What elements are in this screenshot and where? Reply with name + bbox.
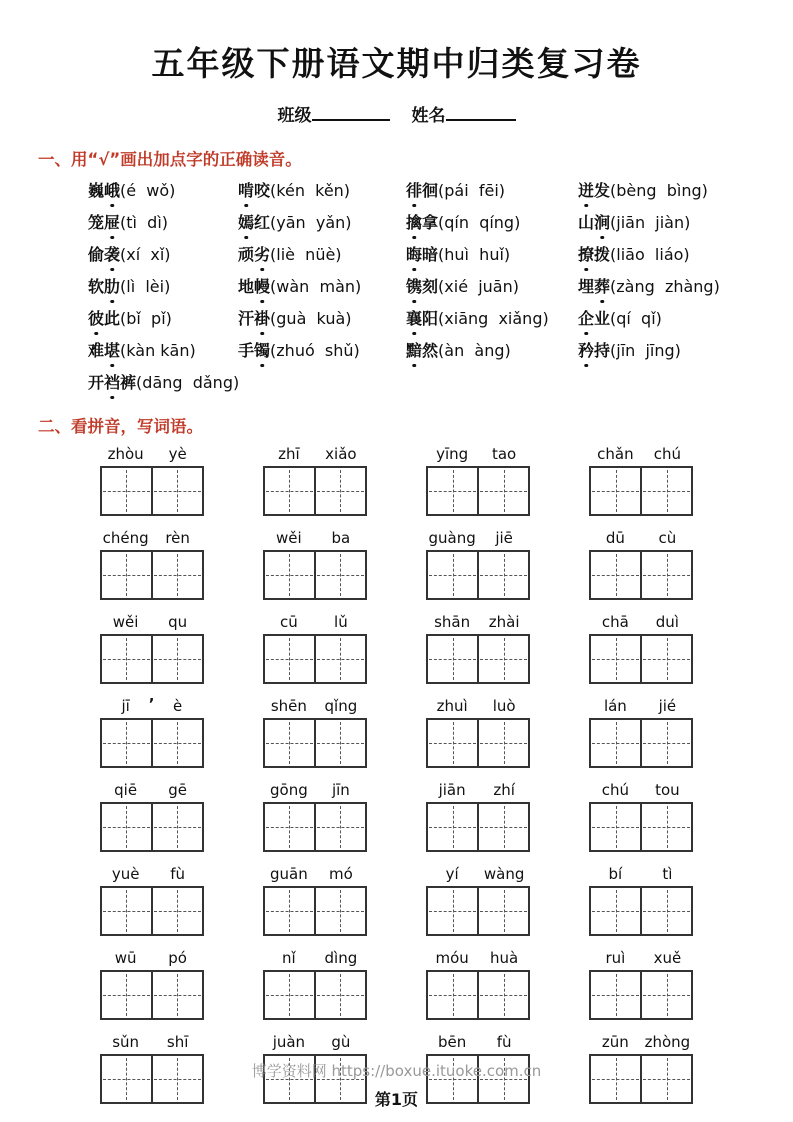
section1-word-list bbox=[0, 170, 793, 393]
writing-grid[interactable] bbox=[589, 718, 693, 768]
word-item: 擒拿(qín qíng) bbox=[406, 213, 521, 232]
pinyin-word-group bbox=[426, 529, 530, 600]
word-item: 矜持(jīn jīng) bbox=[578, 341, 681, 360]
pinyin-label: juàn gù bbox=[272, 1033, 351, 1051]
writing-cell[interactable] bbox=[640, 552, 691, 598]
writing-cell[interactable] bbox=[314, 468, 365, 514]
pinyin-word-group bbox=[426, 613, 530, 684]
writing-cell[interactable] bbox=[102, 468, 151, 514]
pinyin-word-group bbox=[100, 697, 204, 768]
pinyin-word-group bbox=[589, 949, 693, 1020]
writing-cell[interactable] bbox=[314, 636, 365, 682]
pinyin-label: lán jié bbox=[603, 697, 677, 715]
writing-cell[interactable] bbox=[314, 720, 365, 766]
pinyin-word-group bbox=[589, 613, 693, 684]
writing-cell[interactable] bbox=[591, 888, 640, 934]
writing-cell[interactable] bbox=[591, 720, 640, 766]
pinyin-word-group bbox=[426, 949, 530, 1020]
pinyin-options: (xié juān) bbox=[438, 277, 519, 296]
writing-grid[interactable] bbox=[100, 718, 204, 768]
pinyin-label: qiē gē bbox=[114, 781, 187, 799]
pinyin-word-group bbox=[426, 865, 530, 936]
writing-cell[interactable] bbox=[151, 636, 202, 682]
writing-grid[interactable] bbox=[100, 550, 204, 600]
pinyin-options: (tì dì) bbox=[120, 213, 169, 232]
pinyin-label: zhī xiǎo bbox=[278, 445, 357, 463]
pinyin-label: wěi qu bbox=[112, 613, 188, 631]
writing-cell[interactable] bbox=[314, 972, 365, 1018]
writing-cell[interactable] bbox=[151, 720, 202, 766]
dotted-char: 堪 bbox=[104, 341, 121, 360]
pinyin-label: wū pó bbox=[114, 949, 187, 967]
pinyin-options: (bǐ pǐ) bbox=[120, 309, 172, 328]
writing-grid[interactable] bbox=[263, 634, 367, 684]
pinyin-options: (lì lèi) bbox=[120, 277, 171, 296]
pinyin-options: (àn àng) bbox=[438, 341, 511, 360]
pinyin-options: (kén kěn) bbox=[270, 181, 351, 200]
pinyin-word-group bbox=[100, 781, 204, 852]
dotted-char: 镌 bbox=[406, 277, 423, 296]
writing-cell[interactable] bbox=[102, 552, 151, 598]
word-item: 笼屉(tì dì) bbox=[88, 213, 169, 232]
pinyin-word-group bbox=[100, 613, 204, 684]
pinyin-word-group bbox=[589, 445, 693, 516]
pinyin-label: jiān zhí bbox=[438, 781, 515, 799]
pinyin-label: wěi ba bbox=[276, 529, 351, 547]
pinyin-label: yīng tao bbox=[436, 445, 517, 463]
section2-pinyin-grid bbox=[0, 437, 793, 1117]
writing-grid[interactable] bbox=[426, 802, 530, 852]
word-item: 晦暗(huì huǐ) bbox=[406, 245, 511, 264]
writing-grid[interactable] bbox=[263, 886, 367, 936]
pinyin-options: (xiāng xiǎng) bbox=[438, 309, 549, 328]
pinyin-word-group bbox=[263, 529, 367, 600]
pinyin-word-group bbox=[589, 781, 693, 852]
pinyin-label: ruì xuě bbox=[605, 949, 682, 967]
writing-grid[interactable] bbox=[589, 802, 693, 852]
page-title: 五年级下册语文期中归类复习卷 bbox=[151, 44, 642, 83]
word-item: 开裆裤(dāng dǎng) bbox=[88, 373, 240, 392]
word-item: 手镯(zhuó shǔ) bbox=[238, 341, 360, 360]
page-footer bbox=[0, 1060, 793, 1110]
pinyin-word-group bbox=[589, 529, 693, 600]
writing-grid[interactable] bbox=[100, 970, 204, 1020]
writing-grid[interactable] bbox=[426, 718, 530, 768]
writing-cell[interactable] bbox=[102, 888, 151, 934]
writing-cell[interactable] bbox=[265, 468, 314, 514]
writing-cell[interactable] bbox=[265, 972, 314, 1018]
writing-cell[interactable] bbox=[477, 972, 528, 1018]
page-number: 第1页 bbox=[374, 1090, 419, 1109]
dotted-char: 幔 bbox=[254, 277, 271, 296]
dotted-char: 撩 bbox=[578, 245, 595, 264]
writing-cell[interactable] bbox=[640, 972, 691, 1018]
writing-grid[interactable] bbox=[100, 634, 204, 684]
pinyin-word-group bbox=[426, 445, 530, 516]
pinyin-label: yuè fù bbox=[111, 865, 186, 883]
writing-grid[interactable] bbox=[100, 886, 204, 936]
word-item: 黯然(àn àng) bbox=[406, 341, 511, 360]
word-item: 撩拨(liāo liáo) bbox=[578, 245, 690, 264]
pinyin-label: bēn fù bbox=[437, 1033, 512, 1051]
dotted-char: 襄 bbox=[406, 309, 423, 328]
writing-cell[interactable] bbox=[477, 468, 528, 514]
pinyin-options: (zàng zhàng) bbox=[610, 277, 720, 296]
writing-grid[interactable] bbox=[426, 466, 530, 516]
pinyin-label: zūn zhòng bbox=[601, 1033, 691, 1051]
dotted-char: 嫣 bbox=[238, 213, 255, 232]
writing-cell[interactable] bbox=[102, 972, 151, 1018]
writing-cell[interactable] bbox=[477, 804, 528, 850]
pinyin-label: guàng jiē bbox=[428, 529, 513, 547]
word-item: 软肋(lì lèi) bbox=[88, 277, 171, 296]
writing-grid[interactable] bbox=[426, 634, 530, 684]
word-item: 彼此(bǐ pǐ) bbox=[88, 309, 172, 328]
word-item: 山涧(jiān jiàn) bbox=[578, 213, 691, 232]
writing-cell[interactable] bbox=[428, 888, 477, 934]
writing-cell[interactable] bbox=[151, 468, 202, 514]
section2-heading: 二、看拼音，写词语。 bbox=[38, 417, 203, 436]
writing-cell[interactable] bbox=[102, 804, 151, 850]
writing-grid[interactable] bbox=[263, 802, 367, 852]
dotted-char: 擒 bbox=[406, 213, 423, 232]
pinyin-word-group bbox=[100, 445, 204, 516]
dotted-char: 迸 bbox=[578, 181, 595, 200]
pinyin-word-group bbox=[426, 697, 530, 768]
class-label: 班级 bbox=[277, 106, 312, 126]
pinyin-options: (xí xǐ) bbox=[120, 245, 171, 264]
writing-cell[interactable] bbox=[640, 636, 691, 682]
pinyin-options: (bèng bìng) bbox=[610, 181, 708, 200]
word-item: 襄阳(xiāng xiǎng) bbox=[406, 309, 549, 328]
writing-cell[interactable] bbox=[428, 972, 477, 1018]
dotted-char: 企 bbox=[578, 309, 595, 328]
pinyin-label: chú tou bbox=[601, 781, 680, 799]
writing-cell[interactable] bbox=[265, 888, 314, 934]
pinyin-label: shēn qǐng bbox=[270, 697, 358, 715]
writing-grid[interactable] bbox=[589, 634, 693, 684]
pinyin-word-group bbox=[263, 697, 367, 768]
dotted-char: 裆 bbox=[104, 373, 121, 392]
writing-cell[interactable] bbox=[591, 468, 640, 514]
dotted-char: 劣 bbox=[254, 245, 271, 264]
writing-cell[interactable] bbox=[314, 552, 365, 598]
writing-grid[interactable] bbox=[426, 550, 530, 600]
footer-site-link[interactable]: 博学资料网 https://boxue.ituoke.com.cn bbox=[251, 1062, 542, 1080]
writing-cell[interactable] bbox=[151, 972, 202, 1018]
pinyin-label: chǎn chú bbox=[597, 445, 681, 463]
pinyin-label: zhuì luò bbox=[436, 697, 516, 715]
writing-cell[interactable] bbox=[640, 804, 691, 850]
writing-cell[interactable] bbox=[477, 552, 528, 598]
pinyin-word-group bbox=[100, 529, 204, 600]
writing-grid[interactable] bbox=[426, 886, 530, 936]
word-item: 偷袭(xí xǐ) bbox=[88, 245, 171, 264]
pinyin-label: yí wàng bbox=[445, 865, 525, 883]
writing-cell[interactable] bbox=[265, 804, 314, 850]
pinyin-options: (qí qǐ) bbox=[610, 309, 662, 328]
pinyin-options: (wàn màn) bbox=[270, 277, 362, 296]
pinyin-options: (é wǒ) bbox=[120, 181, 176, 200]
writing-grid[interactable] bbox=[100, 466, 204, 516]
writing-cell[interactable] bbox=[151, 804, 202, 850]
pinyin-word-group bbox=[263, 445, 367, 516]
writing-grid[interactable] bbox=[589, 970, 693, 1020]
dotted-char: 袭 bbox=[104, 245, 121, 264]
word-item: 嫣红(yān yǎn) bbox=[238, 213, 352, 232]
writing-cell[interactable] bbox=[265, 636, 314, 682]
writing-cell[interactable] bbox=[477, 720, 528, 766]
pinyin-word-group bbox=[263, 865, 367, 936]
pinyin-word-group bbox=[589, 865, 693, 936]
pinyin-options: (qín qíng) bbox=[438, 213, 521, 232]
dotted-char: 峨 bbox=[104, 181, 121, 200]
writing-grid[interactable] bbox=[263, 550, 367, 600]
writing-cell[interactable] bbox=[314, 888, 365, 934]
word-item: 汗褂(guà kuà) bbox=[238, 309, 352, 328]
writing-cell[interactable] bbox=[151, 552, 202, 598]
pinyin-label: nǐ dìng bbox=[282, 949, 358, 967]
dotted-char: 彼 bbox=[88, 309, 105, 328]
writing-grid[interactable] bbox=[263, 718, 367, 768]
pinyin-word-group bbox=[426, 781, 530, 852]
word-item: 镌刻(xié juān) bbox=[406, 277, 519, 296]
writing-grid[interactable] bbox=[426, 970, 530, 1020]
pinyin-label: cū lǔ bbox=[279, 613, 348, 631]
writing-grid[interactable] bbox=[589, 550, 693, 600]
writing-cell[interactable] bbox=[640, 468, 691, 514]
writing-grid[interactable] bbox=[263, 466, 367, 516]
pinyin-options: (zhuó shǔ) bbox=[270, 341, 360, 360]
dotted-char: 镯 bbox=[254, 341, 271, 360]
writing-cell[interactable] bbox=[640, 888, 691, 934]
writing-cell[interactable] bbox=[102, 720, 151, 766]
name-label: 姓名 bbox=[411, 106, 446, 126]
writing-cell[interactable] bbox=[265, 552, 314, 598]
pinyin-label: chéng rèn bbox=[102, 529, 190, 547]
pinyin-label: jī ’ è bbox=[121, 695, 183, 715]
pinyin-label: sǔn shī bbox=[112, 1033, 189, 1051]
writing-grid[interactable] bbox=[589, 886, 693, 936]
writing-cell[interactable] bbox=[640, 720, 691, 766]
word-item: 难堪(kàn kān) bbox=[88, 341, 196, 360]
pinyin-word-group bbox=[100, 865, 204, 936]
dotted-char: 黯 bbox=[406, 341, 423, 360]
pinyin-word-group bbox=[263, 949, 367, 1020]
name-blank-field[interactable] bbox=[446, 104, 516, 121]
pinyin-label: zhòu yè bbox=[107, 445, 187, 463]
pinyin-label: dū cù bbox=[605, 529, 677, 547]
pinyin-options: (yān yǎn) bbox=[270, 213, 352, 232]
pinyin-label: bí tì bbox=[608, 865, 673, 883]
word-item: 迸发(bèng bìng) bbox=[578, 181, 708, 200]
writing-grid[interactable] bbox=[100, 802, 204, 852]
pinyin-options: (pái fēi) bbox=[438, 181, 506, 200]
writing-cell[interactable] bbox=[428, 804, 477, 850]
pinyin-options: (jiān jiàn) bbox=[610, 213, 691, 232]
pinyin-word-group bbox=[263, 781, 367, 852]
dotted-char: 啃 bbox=[238, 181, 255, 200]
word-item: 巍峨(é wǒ) bbox=[88, 181, 176, 200]
dotted-char: 褂 bbox=[254, 309, 271, 328]
pinyin-options: (dāng dǎng) bbox=[136, 373, 240, 392]
pinyin-word-group bbox=[100, 949, 204, 1020]
word-item: 埋葬(zàng zhàng) bbox=[578, 277, 720, 296]
word-item: 啃咬(kén kěn) bbox=[238, 181, 351, 200]
pinyin-options: (jīn jīng) bbox=[610, 341, 681, 360]
pinyin-label: chā duì bbox=[601, 613, 679, 631]
writing-cell[interactable] bbox=[102, 636, 151, 682]
pinyin-label: guān mó bbox=[270, 865, 353, 883]
dotted-char: 葬 bbox=[594, 277, 611, 296]
writing-cell[interactable] bbox=[428, 720, 477, 766]
writing-cell[interactable] bbox=[151, 888, 202, 934]
pinyin-options: (liāo liáo) bbox=[610, 245, 690, 264]
writing-cell[interactable] bbox=[477, 636, 528, 682]
pinyin-label: shān zhài bbox=[434, 613, 520, 631]
writing-cell[interactable] bbox=[477, 888, 528, 934]
writing-cell[interactable] bbox=[428, 636, 477, 682]
dotted-char: 晦 bbox=[406, 245, 423, 264]
pinyin-label: gōng jīn bbox=[270, 781, 350, 799]
pinyin-word-group bbox=[589, 697, 693, 768]
dotted-char: 肋 bbox=[104, 277, 121, 296]
word-item: 企业(qí qǐ) bbox=[578, 309, 662, 328]
word-item: 顽劣(liè nüè) bbox=[238, 245, 342, 264]
word-item: 地幔(wàn màn) bbox=[238, 277, 362, 296]
writing-cell[interactable] bbox=[314, 804, 365, 850]
pinyin-options: (liè nüè) bbox=[270, 245, 342, 264]
dotted-char: 屉 bbox=[104, 213, 121, 232]
word-item: 徘徊(pái fēi) bbox=[406, 181, 506, 200]
pinyin-options: (huì huǐ) bbox=[438, 245, 511, 264]
dotted-char: 涧 bbox=[594, 213, 611, 232]
writing-cell[interactable] bbox=[428, 468, 477, 514]
dotted-char: 徘 bbox=[406, 181, 423, 200]
pinyin-options: (guà kuà) bbox=[270, 309, 352, 328]
section1-heading: 一、用“√”画出加点字的正确读音。 bbox=[38, 150, 302, 169]
writing-cell[interactable] bbox=[591, 804, 640, 850]
class-blank-field[interactable] bbox=[312, 104, 390, 121]
pinyin-word-group bbox=[263, 613, 367, 684]
writing-cell[interactable] bbox=[265, 720, 314, 766]
writing-cell[interactable] bbox=[591, 552, 640, 598]
writing-grid[interactable] bbox=[263, 970, 367, 1020]
pinyin-label: móu huà bbox=[435, 949, 519, 967]
writing-cell[interactable] bbox=[591, 972, 640, 1018]
writing-grid[interactable] bbox=[589, 466, 693, 516]
writing-cell[interactable] bbox=[591, 636, 640, 682]
class-name-line bbox=[0, 101, 793, 126]
writing-cell[interactable] bbox=[428, 552, 477, 598]
pinyin-options: (kàn kān) bbox=[120, 341, 196, 360]
dotted-char: 矜 bbox=[578, 341, 595, 360]
